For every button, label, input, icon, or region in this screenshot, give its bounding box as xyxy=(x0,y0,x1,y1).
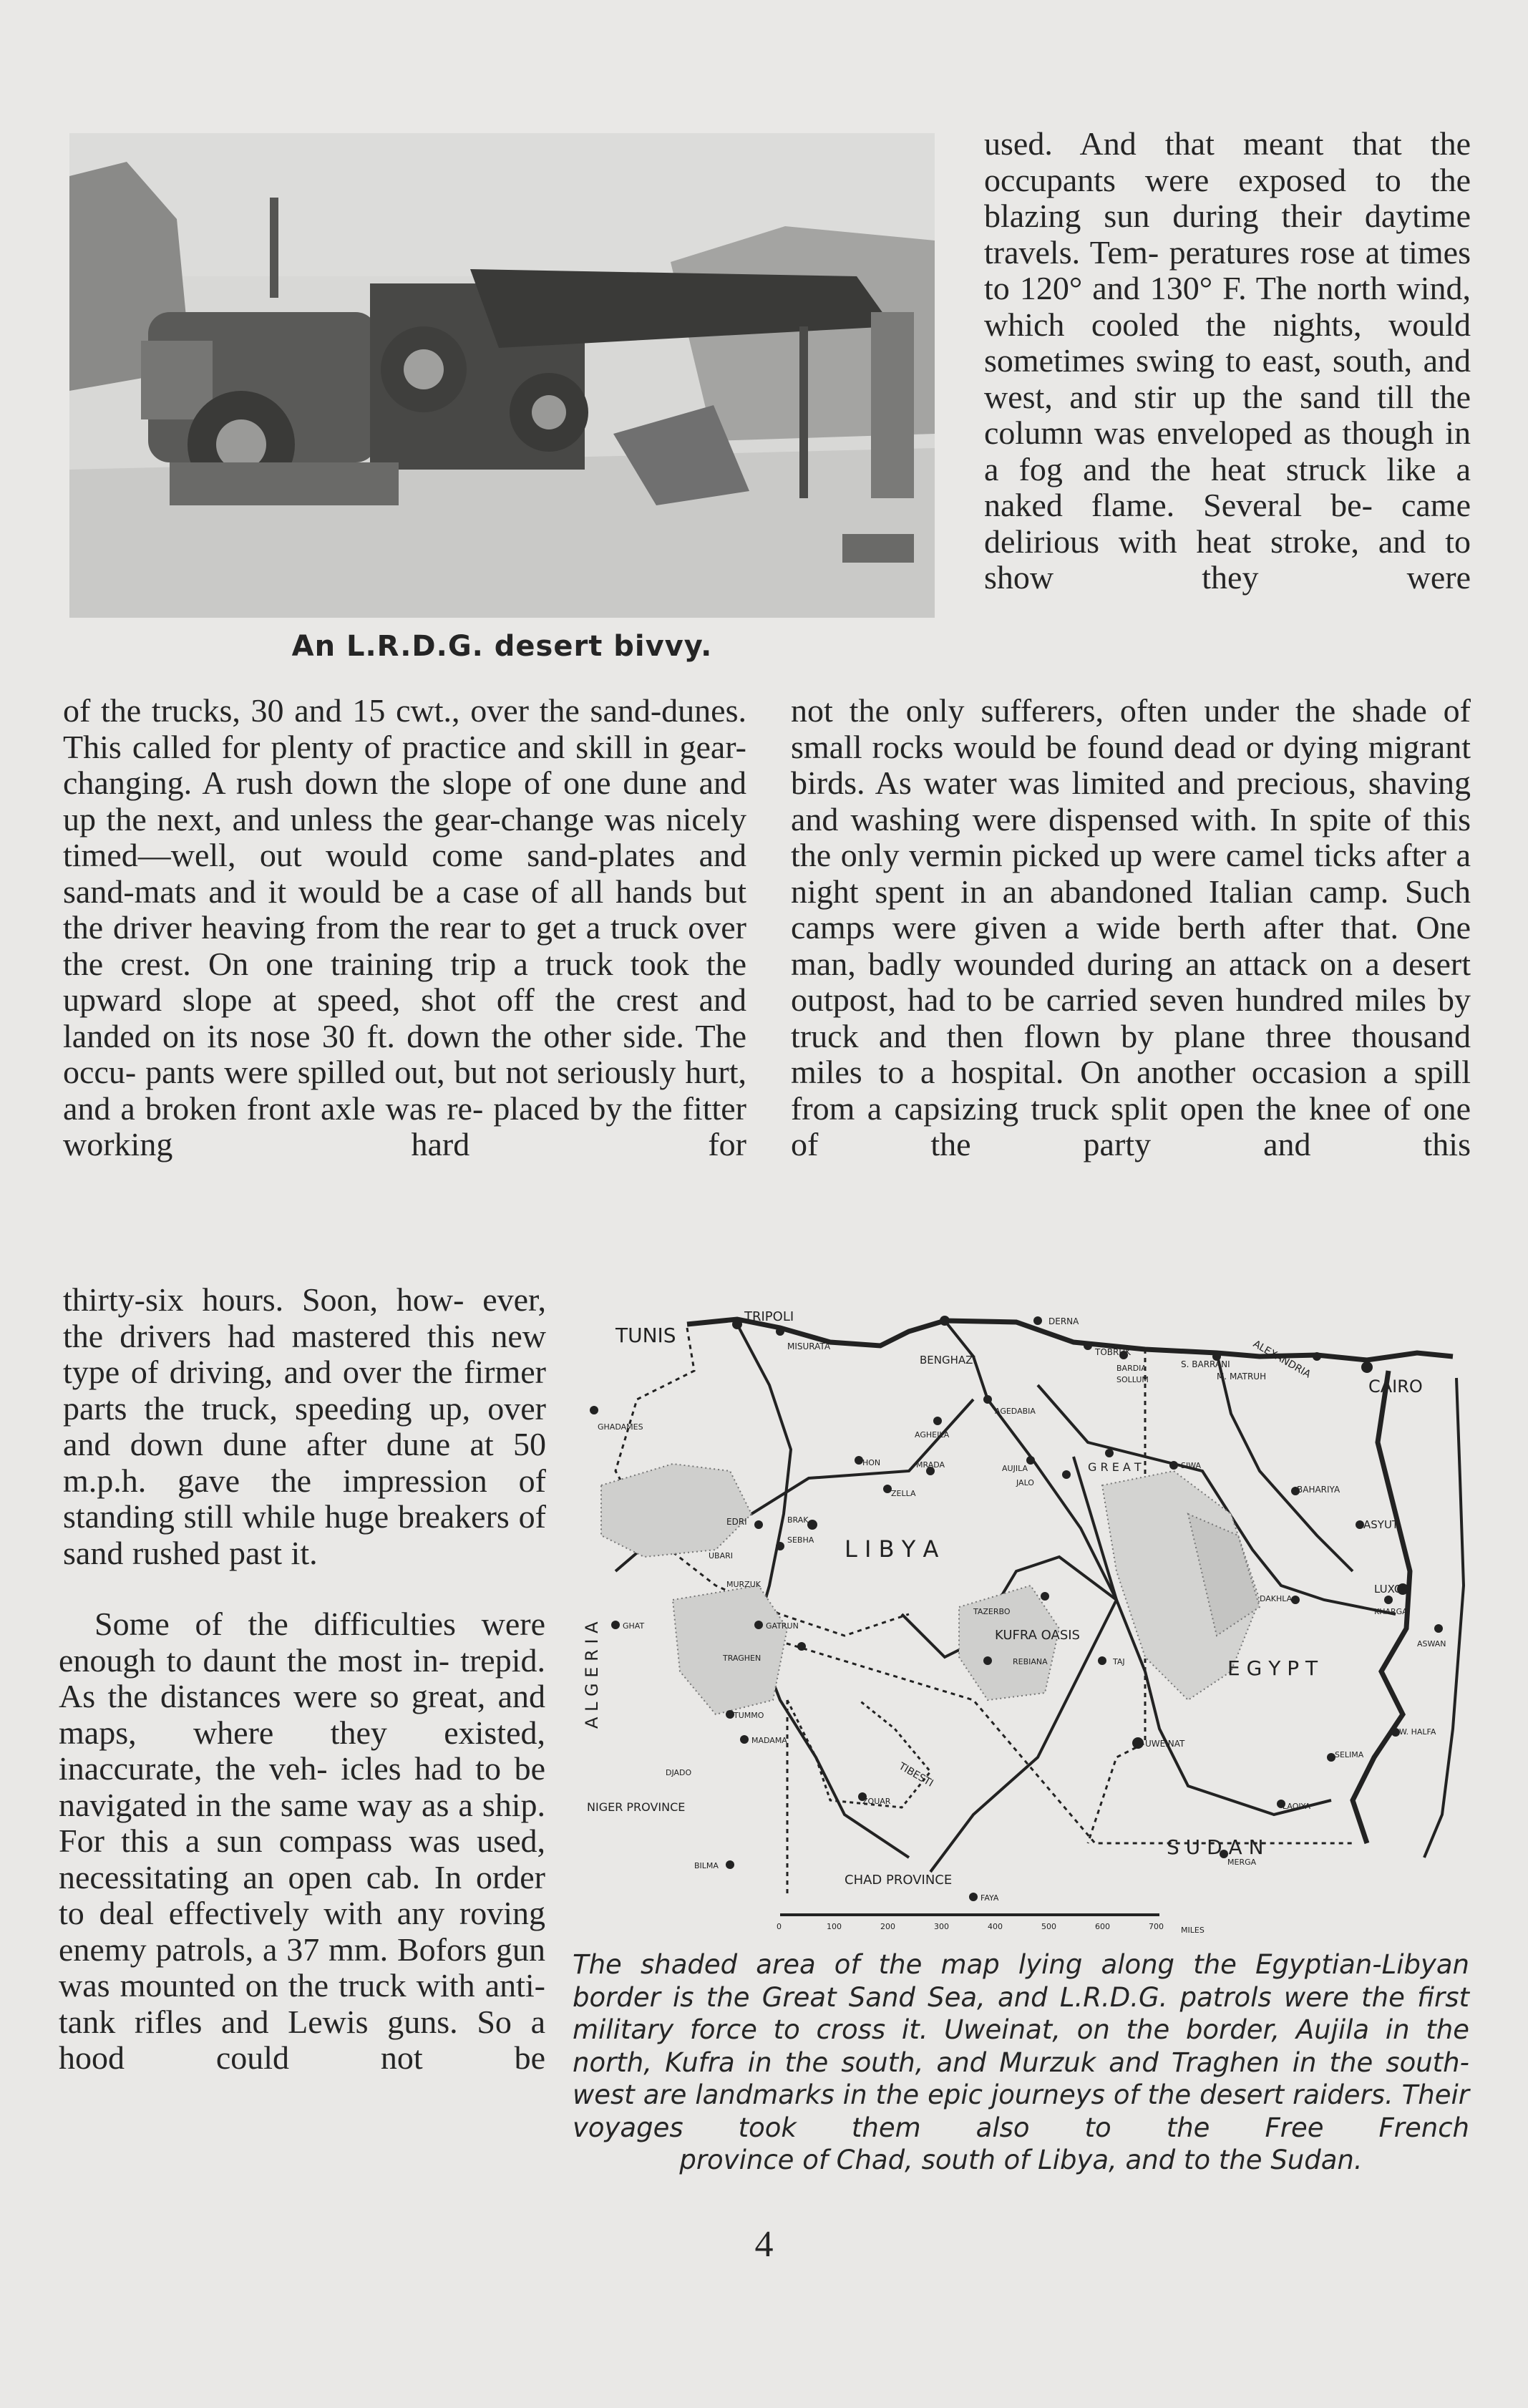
map-label-wadi-halfa: W. HALFA xyxy=(1399,1727,1436,1737)
map-label-agheila: AGHEILA xyxy=(915,1430,950,1440)
scale-tick: 0 xyxy=(777,1922,782,1931)
map-label-cairo: CAIRO xyxy=(1368,1377,1423,1397)
map-label-niger: NIGER PROVINCE xyxy=(587,1800,686,1814)
map-label-brak: BRAK xyxy=(787,1515,809,1525)
map-label-faya: FAYA xyxy=(980,1893,999,1903)
map-label-asyut: ASYUT xyxy=(1363,1518,1399,1531)
map-label-laqiya: LAQIYA xyxy=(1283,1802,1311,1811)
map-label-ghat: GHAT xyxy=(623,1621,645,1631)
map-label-tazerbo: TAZERBO xyxy=(973,1607,1011,1616)
map-label-ubari: UBARI xyxy=(709,1551,734,1560)
scale-tick: 300 xyxy=(934,1922,949,1931)
map-label-tibesti: TIBESTI xyxy=(897,1760,935,1790)
map-label-dakhla: DAKHLA xyxy=(1260,1594,1293,1603)
map-label-sebha: SEBHA xyxy=(787,1535,814,1545)
map-label-bahariya: BAHARIYA xyxy=(1297,1485,1340,1495)
map-label-ghadames: GHADAMES xyxy=(598,1422,643,1432)
map-caption-body: The shaded area of the map lying along the Egyptian-Libyan border is the Great Sand Sea, and L.R.D.G. patrols were the first military force to cross it. Uweinat, on the border, Aujila in the north, Kufra in the south, and Murzuk and Traghen in the south-west are landmarks in the epic journeys of the desert raiders. Their voyages took them also to the Free French xyxy=(573,1949,1469,2143)
map-label-zouar: ZOUAR xyxy=(862,1797,891,1806)
scale-tick: 500 xyxy=(1041,1922,1056,1931)
map-label-sollum: SOLLUM xyxy=(1116,1375,1149,1384)
map-label-aujila: AUJILA xyxy=(1002,1464,1028,1473)
map-label-algeria: A L G E R I A xyxy=(582,1621,602,1729)
map-label-tunis: TUNIS xyxy=(615,1324,676,1347)
scale-unit: MILES xyxy=(1181,1926,1205,1935)
map-label-egypt: E G Y P T xyxy=(1227,1656,1318,1680)
desert-bivvy-photo xyxy=(69,133,935,618)
map-label-merga: MERGA xyxy=(1227,1858,1257,1867)
map-label-great: G R E A T xyxy=(1088,1460,1142,1474)
map-label-agedabia: AGEDABIA xyxy=(995,1407,1036,1416)
map-label-libya: L I B Y A xyxy=(845,1535,939,1563)
libya-egypt-map xyxy=(573,1299,1474,1936)
map-label-tripoli: TRIPOLI xyxy=(744,1309,794,1324)
map-label-zella: ZELLA xyxy=(891,1489,916,1498)
map-label-djado: DJADO xyxy=(666,1768,692,1777)
right-column-top-text: used. And that meant that the occupants were exposed to the blazing sun during their daytime travels. Tem- peratures rose at times to 120° and 130° F. The north wind, which cooled the nights, would sometimes swing to east, south, and west, and stir up the sand till the column was enveloped as though in a fog and the heat struck like a naked flame. Several be- came delirious with heat stroke, and to show they were xyxy=(984,125,1471,596)
map-label-tobruk: TOBRUK xyxy=(1095,1347,1131,1357)
map-label-rebiana: REBIANA xyxy=(1013,1657,1048,1666)
left-column-text-wide: of the trucks, 30 and 15 cwt., over the sand-dunes. This called for plenty of practice and skill in gear-changing. A rush down the slope of one dune and up the next, and unless the gear-change was nicely timed—well, out would come sand-plates and sand-mats and it would be a case of all hands but the driver heaving from the rear to get a truck over the crest. On one training trip a truck took the upward slope at speed, shot off the crest and landed on its nose 30 ft. down the other side. The occu- pants were spilled out, but not seriously hurt, and a broken front axle was re- placed by the fitter working hard for xyxy=(63,692,746,1162)
map-label-misurata: MISURATA xyxy=(787,1341,831,1351)
map-label-kharga: KHARGA xyxy=(1374,1607,1408,1616)
map-label-madama: MADAMA xyxy=(751,1736,787,1745)
map-label-bardia: BARDIA xyxy=(1116,1364,1147,1373)
map-label-derna: DERNA xyxy=(1048,1316,1079,1326)
map-label-siwa: SIWA xyxy=(1181,1461,1202,1470)
scale-tick: 100 xyxy=(827,1922,842,1931)
map-label-traghen: TRAGHEN xyxy=(723,1654,761,1663)
page-number: 4 xyxy=(754,2224,774,2265)
scale-tick: 700 xyxy=(1149,1922,1164,1931)
left-column-second-paragraph: Some of the difficulties were enough to daunt the most in- trepid. As the distances were so great, and maps, where they existed, inaccurate, the veh- icles had to be navigated in the same way as a ship. For this a sun compass was used, necessitating an open cab. In order to deal effectively with any roving enemy patrols, a 37 mm. Bofors gun was mounted on the truck with anti-tank rifles and Lewis guns. So a hood could not be xyxy=(59,1606,545,2076)
map-label-alexandria: ALEXANDRIA xyxy=(1251,1338,1313,1381)
map-label-luxor: LUXOR xyxy=(1374,1583,1411,1596)
map-label-bilma: BILMA xyxy=(694,1861,719,1870)
map-label-mrada: MRADA xyxy=(916,1460,945,1470)
map-label-jalo: JALO xyxy=(1016,1478,1034,1487)
map-label-taj: TAJ xyxy=(1113,1657,1125,1666)
map-label-selima: SELIMA xyxy=(1335,1750,1364,1759)
map-label-benghazi: BENGHAZI xyxy=(920,1354,976,1366)
map-label-tummo: TUMMO xyxy=(734,1711,764,1720)
right-column-mid-text: not the only sufferers, often under the shade of small rocks would be found dead or dying migrant birds. As water was limited and precious, shaving and washing were dispensed with. In spite of this the only vermin picked up were camel ticks after a night spent in an abandoned Italian camp. Such camps were given a wide berth after that. One man, badly wounded during an attack on a desert outpost, had to be carried seven hundred miles by truck and then flown by plane three thousand miles to a hospital. On another occasion a spill from a capsizing truck split open the knee of one of the party and this xyxy=(791,692,1471,1162)
map-label-edri: EDRI xyxy=(726,1517,747,1527)
map-caption-last-line: province of Chad, south of Libya, and to the Sudan. xyxy=(679,2145,1363,2175)
scale-tick: 400 xyxy=(988,1922,1003,1931)
left-column-text-narrow: thirty-six hours. Soon, how- ever, the drivers had mastered this new type of driving, and over the firmer parts the truck, speeding up, over and down dune after dune at 50 m.p.h. gave the impression of standing still while huge breakers of sand rushed past it. xyxy=(63,1281,546,1571)
map-label-chad: CHAD PROVINCE xyxy=(845,1873,953,1888)
scale-tick: 600 xyxy=(1095,1922,1110,1931)
map-label-sidi-barrani: S. BARRANI xyxy=(1181,1359,1230,1369)
map-label-hon: HON xyxy=(862,1458,881,1467)
map-label-uweinat: UWEINAT xyxy=(1145,1739,1185,1749)
map-label-aswan: ASWAN xyxy=(1417,1639,1446,1649)
scale-tick: 200 xyxy=(880,1922,895,1931)
map-label-mersa-matruh: M. MATRUH xyxy=(1217,1372,1267,1382)
map-label-murzuk: MURZUK xyxy=(726,1580,761,1589)
map-label-sudan: S U D A N xyxy=(1167,1835,1264,1859)
map-label-gatrun: GATRUN xyxy=(766,1621,799,1631)
map-label-kufra: KUFRA OASIS xyxy=(995,1628,1080,1643)
photo-caption: An L.R.D.G. desert bivvy. xyxy=(291,630,713,663)
map-caption xyxy=(573,1948,1469,2177)
